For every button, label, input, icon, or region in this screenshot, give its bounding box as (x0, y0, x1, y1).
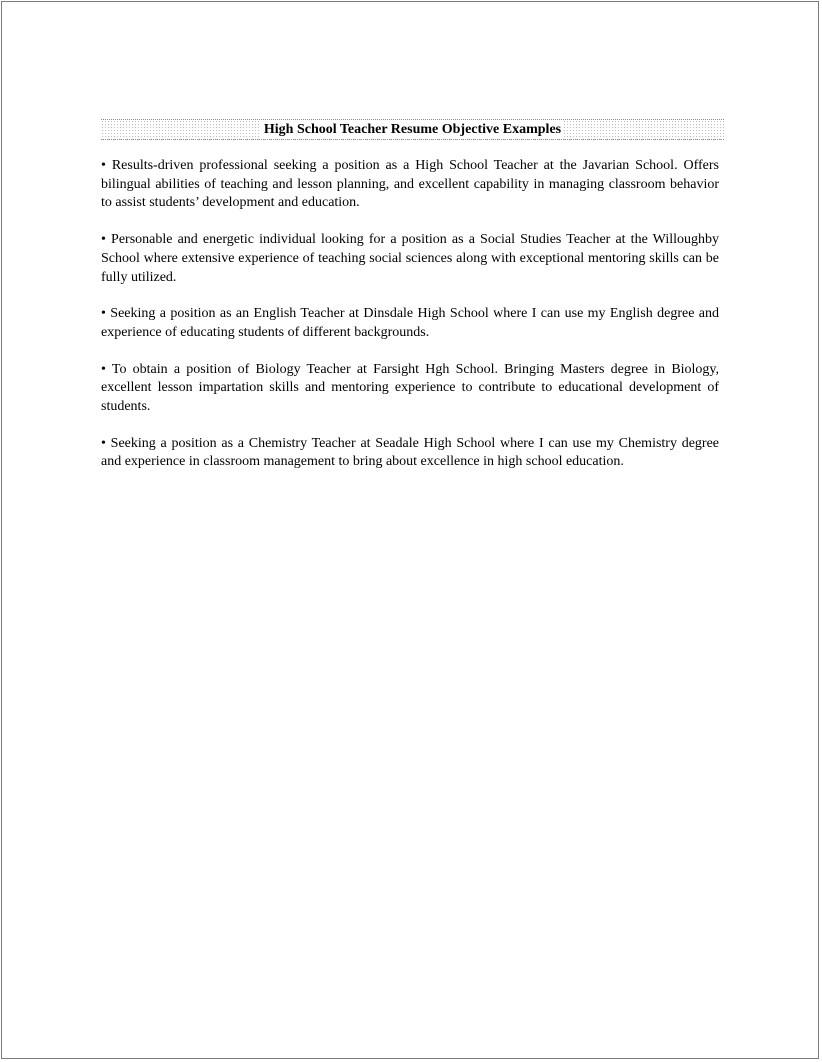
objective-paragraph (101, 361, 719, 417)
objective-line: exceptional mentoring skills can be fully utilized. (101, 250, 720, 285)
objective-paragraph (101, 157, 719, 213)
objective-line: Seeking a position as an English Teacher at Dinsdale High School where I can use my English (110, 306, 653, 322)
objective-paragraph (101, 305, 719, 342)
objective-line: Personable and energetic individual looking for a position as a Social Studies Teacher at the (111, 232, 648, 248)
bullet: • (101, 361, 106, 377)
bullet: • (101, 435, 106, 451)
objective-line: Results-driven professional seeking a position as a High School Teacher at the Javarian School. (111, 158, 678, 173)
objective-line: Willoughby School where extensive experience of teaching social sciences along with (101, 232, 719, 266)
objective-line: Chemistry degree and experience in classroom management to bring about excellence in high (101, 435, 720, 470)
objective-line: Seeking a position as a Chemistry Teacher at Seadale High School where I can use my (110, 435, 614, 451)
objective-line: To obtain a position of Biology Teacher at Farsight Hgh School. Bringing Masters degree in (111, 361, 666, 377)
objective-line: classroom behavior to assist students’ development and education. (101, 176, 720, 211)
objective-line: school education. (525, 454, 624, 470)
bullet: • (101, 306, 106, 322)
document-title: High School Teacher Resume Objective Examples (261, 120, 564, 139)
objective-paragraph (101, 231, 719, 287)
objective-line: Biology, excellent lesson impartation skills and mentoring experience to contribute to (101, 361, 720, 396)
objective-line: Offers bilingual abilities of teaching and lesson planning, and excellent capability in managing (101, 158, 719, 192)
objective-line: educational development of students. (101, 380, 720, 415)
objectives-list (101, 157, 719, 490)
bullet: • (101, 158, 106, 173)
objective-line: degree and experience of educating students of different backgrounds. (101, 306, 720, 340)
bullet: • (101, 232, 106, 248)
document-page (1, 1, 819, 1059)
title-bar (101, 119, 724, 140)
objective-paragraph (101, 435, 719, 472)
